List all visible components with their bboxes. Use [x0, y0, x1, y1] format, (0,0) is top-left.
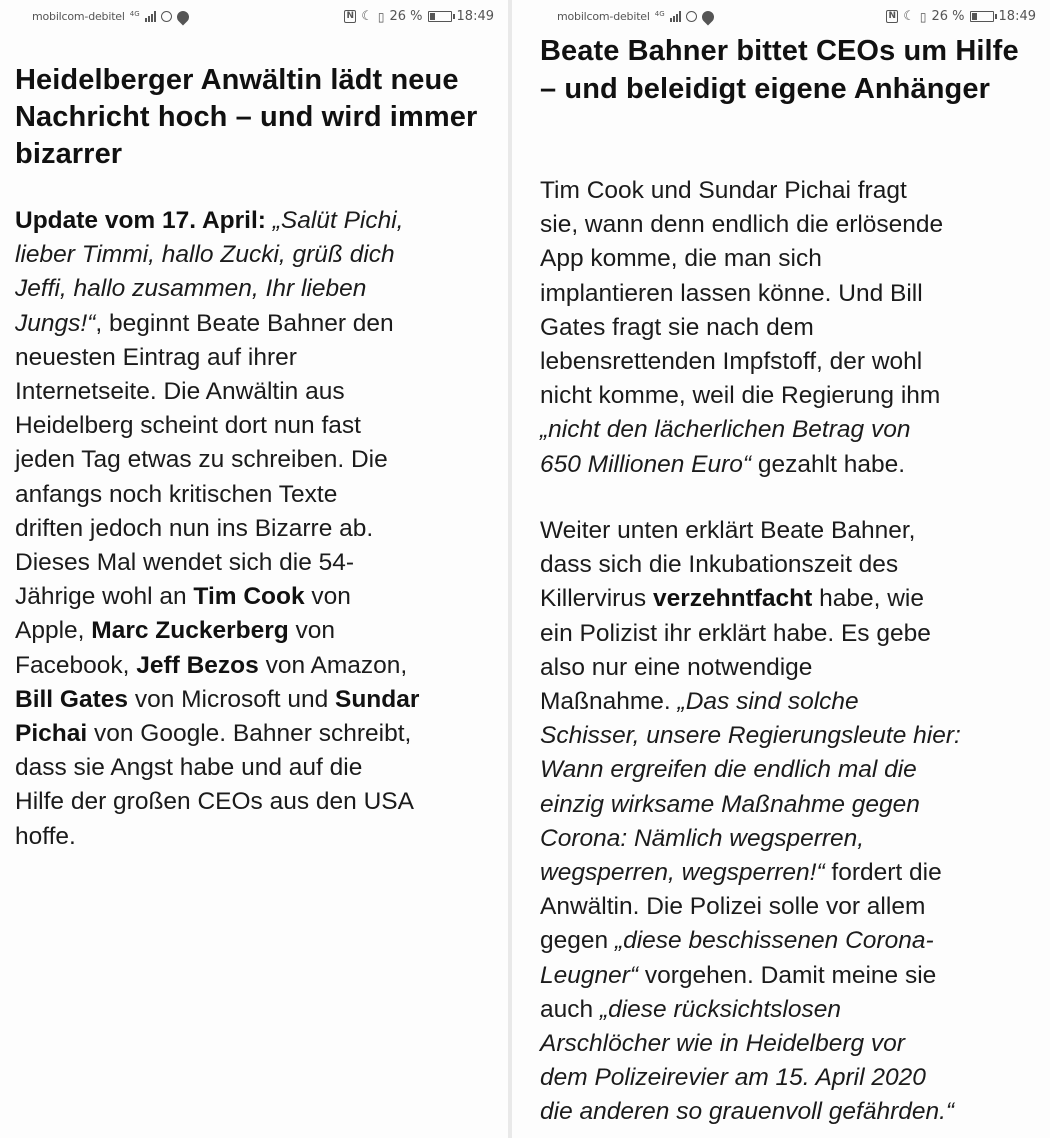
text-run: von: [288, 617, 336, 645]
nfc-icon: N: [344, 10, 356, 23]
battery-fill: [972, 13, 977, 20]
bold-text: Update vom 17. April:: [15, 207, 273, 234]
text-run: App komme, die man sich: [540, 245, 822, 273]
quote-text: Arschlöcher wie in Heidelberg vor: [540, 1030, 905, 1058]
quote-text: 650 Millionen Euro“: [540, 450, 752, 478]
text-line: [540, 311, 1040, 345]
text-run: Heidelberg scheint dort nun fast: [15, 412, 361, 440]
text-run: von Amazon,: [258, 651, 408, 679]
text-run: lebensrettenden Impfstoff, der wohl: [540, 348, 923, 376]
status-bar: [0, 8, 508, 30]
article-headline: Heidelberger Anwältin lädt neue Nachricht hoch – und wird immer bizarrer: [15, 64, 478, 170]
battery-percent: 26 %: [389, 9, 423, 24]
bold-text: Pichai: [15, 720, 88, 748]
text-line: [15, 580, 505, 614]
text-line: [540, 788, 1040, 822]
text-run: gezahlt habe.: [751, 450, 906, 478]
text-line: [540, 1095, 1040, 1129]
text-run: von Google. Bahner schreibt,: [87, 720, 412, 748]
bold-text: Bill Gates: [15, 685, 129, 713]
battery-percent: 26 %: [931, 9, 965, 24]
text-run: anfangs noch kritischen Texte: [15, 480, 338, 508]
text-line: [540, 651, 1040, 685]
text-run: Internetseite. Die Anwältin aus: [15, 378, 345, 406]
text-run: jeden Tag etwas zu schreiben. Die: [15, 446, 388, 474]
text-run: dass sie Angst habe und auf die: [15, 754, 363, 782]
sync-icon: [161, 11, 172, 22]
text-run: implantieren lassen könne. Und Bill: [540, 279, 923, 307]
text-line: [540, 174, 1040, 208]
text-line: [15, 512, 505, 546]
text-run: Killervirus: [540, 585, 653, 613]
text-run: , beginnt Beate Bahner den: [95, 309, 394, 337]
text-line: [540, 345, 1040, 379]
moon-icon: ☾: [903, 9, 915, 24]
text-run: sie, wann denn endlich die erlösende: [540, 211, 944, 239]
text-line: [15, 307, 505, 341]
battery-fill: [430, 13, 435, 20]
text-run: Anwältin. Die Polizei solle vor allem: [540, 893, 926, 921]
text-run: hoffe.: [15, 822, 76, 850]
text-run: Maßnahme.: [540, 688, 678, 716]
quote-text: „nicht den lächerlichen Betrag von: [540, 416, 911, 444]
text-run: driften jedoch nun ins Bizarre ab.: [15, 514, 374, 542]
text-line: [540, 719, 1040, 753]
location-icon: [699, 8, 716, 25]
bold-text: Tim Cook: [193, 583, 305, 611]
text-line: [540, 548, 1040, 582]
quote-text: Corona: Nämlich wegsperren,: [540, 824, 865, 852]
bold-text: Jeff Bezos: [136, 651, 259, 679]
battery-icon: [970, 11, 994, 22]
text-line: [15, 820, 505, 854]
text-line: [15, 717, 505, 751]
clock: 18:49: [998, 9, 1036, 24]
network-type: 4G: [654, 10, 665, 18]
bold-text: verzehntfacht: [653, 585, 813, 613]
text-run: neuesten Eintrag auf ihrer: [15, 343, 297, 371]
quote-text: Leugner“: [540, 961, 639, 989]
carrier-name: mobilcom-debitel: [32, 10, 125, 23]
text-line: [540, 208, 1040, 242]
text-line: [15, 785, 505, 819]
signal-icon: [145, 11, 156, 22]
quote-text: Jungs!“: [15, 309, 96, 337]
text-line: [15, 546, 505, 580]
text-run: fordert die: [824, 859, 942, 887]
quote-text: die anderen so grauenvoll gefährden.“: [540, 1098, 955, 1126]
quote-text: wegsperren, wegsperren!“: [540, 859, 825, 887]
vibrate-icon: ▯: [919, 9, 927, 24]
signal-icon: [670, 11, 681, 22]
text-line: [540, 959, 1040, 993]
text-run: also nur eine notwendige: [540, 653, 813, 681]
bold-text: Marc Zuckerberg: [91, 617, 289, 645]
quote-text: „diese beschissenen Corona-: [614, 927, 934, 955]
text-run: Weiter unten erklärt Beate Bahner,: [540, 517, 916, 544]
text-line: [540, 514, 1040, 548]
text-line: [15, 272, 505, 306]
quote-text: Schisser, unsere Regierungsleute hier:: [540, 722, 961, 750]
vibrate-icon: ▯: [377, 9, 385, 24]
clock: 18:49: [456, 9, 494, 24]
quote-text: „Salüt Pichi,: [272, 207, 404, 234]
quote-text: dem Polizeirevier am 15. April 2020: [540, 1064, 926, 1092]
text-line: [15, 649, 505, 683]
text-line: [540, 1061, 1040, 1095]
text-run: Apple,: [15, 617, 92, 645]
text-line: [540, 413, 1040, 447]
quote-text: „Das sind solche: [677, 688, 859, 716]
text-run: dass sich die Inkubationszeit des: [540, 551, 899, 579]
text-run: Tim Cook und Sundar Pichai fragt: [540, 177, 907, 204]
text-line: [15, 443, 505, 477]
text-line: [15, 614, 505, 648]
article-paragraph: [15, 204, 505, 854]
text-run: vorgehen. Damit meine sie: [638, 961, 937, 989]
text-run: habe, wie: [812, 585, 924, 613]
moon-icon: ☾: [361, 9, 373, 24]
quote-text: lieber Timmi, hallo Zucki, grüß dich: [15, 241, 395, 269]
phone-screen-left[interactable]: [0, 0, 508, 1138]
text-run: Jährige wohl an: [15, 583, 194, 611]
quote-text: „diese rücksichtslosen: [599, 995, 841, 1023]
text-line: [15, 341, 505, 375]
phone-screen-right[interactable]: [512, 0, 1050, 1138]
text-run: Hilfe der großen CEOs aus den USA: [15, 788, 414, 816]
article-paragraph-1: [540, 174, 1040, 482]
text-run: auch: [540, 995, 600, 1023]
text-line: [15, 683, 505, 717]
text-line: [15, 375, 505, 409]
battery-icon: [428, 11, 452, 22]
text-run: gegen: [540, 927, 615, 955]
text-line: [540, 822, 1040, 856]
text-line: [540, 856, 1040, 890]
quote-text: einzig wirksame Maßnahme gegen: [540, 790, 920, 818]
text-line: [540, 448, 1040, 482]
text-line: [540, 993, 1040, 1027]
article-paragraph-2: [540, 514, 1040, 1130]
text-line: [540, 379, 1040, 413]
text-line: [540, 890, 1040, 924]
text-line: [540, 685, 1040, 719]
article-headline: Beate Bahner bittet CEOs um Hilfe – und beleidigt eigene Anhänger: [540, 35, 1019, 105]
bold-text: Sundar: [335, 685, 420, 713]
quote-text: Wann ergreifen die endlich mal die: [540, 756, 917, 784]
text-line: [15, 409, 505, 443]
text-line: [540, 277, 1040, 311]
text-line: [540, 924, 1040, 958]
text-run: Gates fragt sie nach dem: [540, 313, 814, 341]
text-run: Dieses Mal wendet sich die 54-: [15, 549, 355, 577]
text-run: von: [304, 583, 351, 611]
text-run: Facebook,: [15, 651, 137, 679]
network-type: 4G: [129, 10, 140, 18]
text-run: von Microsoft und: [128, 685, 335, 713]
text-line: [540, 753, 1040, 787]
location-icon: [174, 8, 191, 25]
nfc-icon: N: [886, 10, 898, 23]
text-line: [540, 582, 1040, 616]
text-run: ein Polizist ihr erklärt habe. Es gebe: [540, 619, 931, 647]
text-line: [15, 751, 505, 785]
carrier-name: mobilcom-debitel: [557, 10, 650, 23]
text-run: nicht komme, weil die Regierung ihm: [540, 382, 941, 410]
text-line: [15, 478, 505, 512]
quote-text: Jeffi, hallo zusammen, Ihr lieben: [15, 275, 367, 303]
text-line: [540, 1027, 1040, 1061]
sync-icon: [686, 11, 697, 22]
text-line: [15, 204, 505, 238]
text-line: [540, 617, 1040, 651]
status-bar: [512, 8, 1050, 30]
text-line: [540, 242, 1040, 276]
text-line: [15, 238, 505, 272]
